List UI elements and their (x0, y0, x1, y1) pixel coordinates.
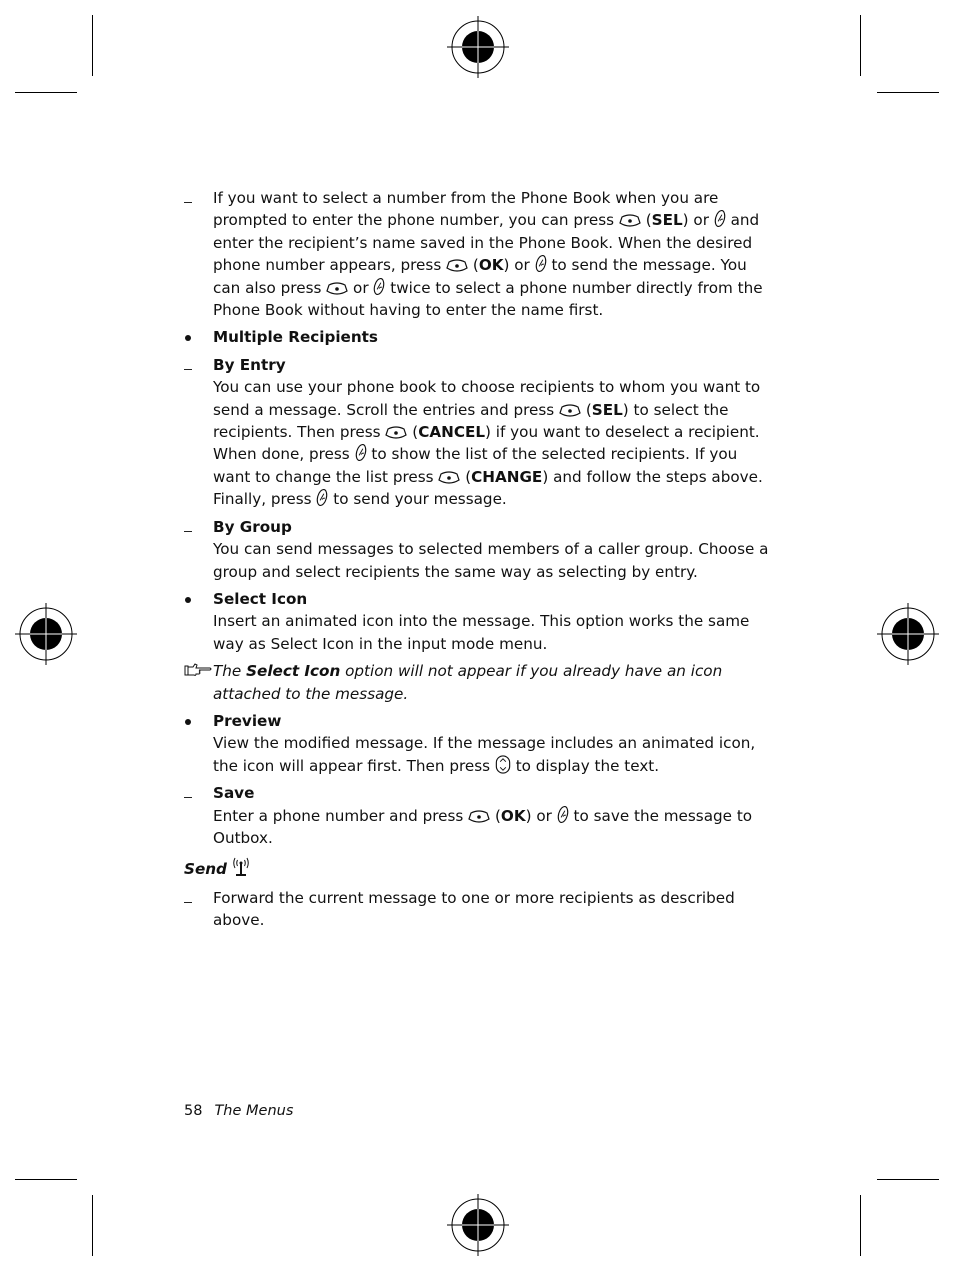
dash-marker (184, 516, 204, 532)
soft-key-right-icon (326, 282, 348, 296)
page-content (184, 187, 774, 937)
registration-mark-bottom (447, 1194, 509, 1256)
intro-paragraph: If you want to select a number from the Phone Book when you are prompted to enter the phone number, you can press (SEL) or and enter the recipient’s name saved in the Phone Book. When the desired phone number appears, press (OK) or to send the message. You can also press or twice to select a phone number directly from the Phone Book without having to enter the name first. (184, 187, 774, 321)
crop-mark (15, 1179, 77, 1180)
soft-key-right-icon (559, 404, 581, 418)
send-key-icon (714, 209, 726, 228)
note: The Select Icon option will not appear if you already have an icon attached to the message. (184, 660, 774, 705)
save-heading: Save (213, 784, 255, 803)
select-icon-item (184, 588, 774, 655)
by-entry-item: By Entry You can use your phone book to choose recipients to whom you want to send a message. Scroll the entries and press (SEL) to select the recipients. Then press (CANCEL) if you want to deselect a recipient. When done, press to show the list of the selected recipients. If you want to change the list press (CHANGE) and follow the steps above. Finally, press to send your message. (184, 354, 774, 511)
page-footer (184, 1103, 293, 1119)
crop-mark (860, 1195, 861, 1256)
bullet-marker (184, 710, 204, 725)
by-entry-heading: By Entry (213, 355, 286, 374)
save-item: Save Enter a phone number and press (OK) or to save the message to Outbox. (184, 782, 774, 849)
page-number: 58 (184, 1103, 203, 1119)
ok-label: OK (500, 806, 526, 825)
sel-label: SEL (651, 211, 683, 230)
change-label: CHANGE (471, 467, 543, 486)
antenna-icon (232, 857, 250, 877)
note-bold: Select Icon (246, 662, 341, 681)
preview-heading: Preview (213, 711, 282, 730)
select-icon-heading: Select Icon (213, 589, 308, 608)
sel-label: SEL (591, 400, 623, 419)
registration-mark-right (877, 603, 939, 665)
cancel-label: CANCEL (418, 423, 486, 442)
nav-key-icon (495, 755, 511, 774)
crop-mark (860, 15, 861, 76)
send-body: Forward the current message to one or more recipients as described above. (213, 888, 735, 930)
soft-key-right-icon (619, 214, 641, 228)
crop-mark (877, 1179, 939, 1180)
send-key-icon (535, 254, 547, 273)
soft-key-right-icon (468, 810, 490, 824)
crop-mark (92, 15, 93, 76)
registration-mark-left (15, 603, 77, 665)
by-group-heading: By Group (213, 517, 292, 536)
dash-marker (184, 187, 204, 203)
soft-key-left-icon (385, 426, 407, 440)
bullet-marker (184, 326, 204, 341)
dash-marker (184, 782, 204, 798)
registration-mark-top (447, 16, 509, 78)
send-key-icon (355, 443, 367, 462)
by-group-body: You can send messages to selected members of a caller group. Choose a group and select recipients the same way as selecting by entry. (213, 540, 769, 581)
preview-item: Preview View the modified message. If the message includes an animated icon, the icon will appear first. Then press to display the text. (184, 710, 774, 777)
soft-key-right-icon (438, 471, 460, 485)
pointing-hand-icon (184, 662, 204, 684)
send-item (184, 887, 774, 932)
ok-label: OK (478, 256, 504, 275)
multiple-recipients-item (184, 326, 774, 348)
dash-marker (184, 887, 204, 903)
multiple-recipients-heading: Multiple Recipients (213, 328, 378, 347)
send-key-icon (316, 488, 328, 507)
crop-mark (92, 1195, 93, 1256)
send-section-title: Send (184, 857, 774, 880)
select-icon-body: Insert an animated icon into the message. This option works the same way as Select Icon in the input mode menu. (213, 612, 750, 653)
send-key-icon (373, 277, 385, 296)
crop-mark (15, 92, 77, 93)
crop-mark (877, 92, 939, 93)
soft-key-right-icon (446, 259, 468, 273)
chapter-title: The Menus (214, 1103, 294, 1119)
dash-marker (184, 354, 204, 370)
send-key-icon (557, 805, 569, 824)
by-group-item (184, 516, 774, 583)
bullet-marker (184, 588, 204, 603)
